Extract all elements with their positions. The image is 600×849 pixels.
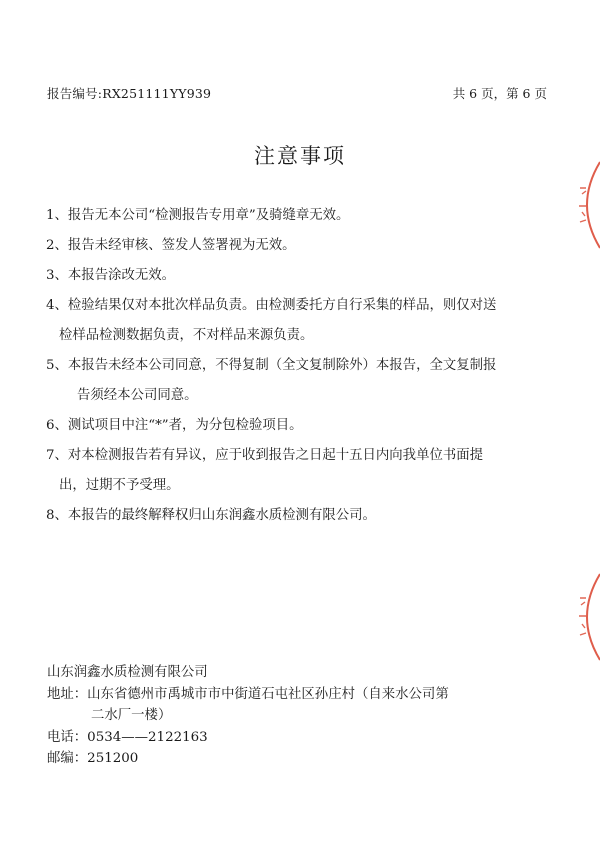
note-item xyxy=(46,201,566,231)
company-name: 山东润鑫水质检测有限公司 xyxy=(47,665,208,680)
note-item xyxy=(46,291,566,351)
note-number: 6、 xyxy=(46,418,68,433)
note-text: 本报告的最终解释权归山东润鑫水质检测有限公司。 xyxy=(67,508,376,523)
note-text: 测试项目中注“*”者，为分包检验项目。 xyxy=(67,418,303,433)
notes-list xyxy=(46,201,566,531)
note-number: 7、 xyxy=(46,448,68,463)
note-item xyxy=(46,411,566,441)
seal-fragment-top xyxy=(566,160,600,250)
report-number: 报告编号:RX251111YY939 xyxy=(47,86,212,101)
company-address: 地址：山东省德州市禹城市市中街道石屯社区孙庄村（自来水公司第 二水厂一楼） xyxy=(47,686,449,723)
company-phone: 电话：0534——2122163 xyxy=(47,729,208,745)
note-text: 对本检测报告若有异议，应于收到报告之日起十五日内向我单位书面提 xyxy=(67,448,484,463)
note-text: 报告未经审核、签发人签署视为无效。 xyxy=(67,238,296,253)
note-text: 报告无本公司“检测报告专用章”及骑缝章无效。 xyxy=(67,208,350,223)
note-text-continued: 告须经本公司同意。 xyxy=(77,388,198,403)
note-text: 本报告涂改无效。 xyxy=(67,268,176,283)
note-text: 本报告未经本公司同意，不得复制（全文复制除外）本报告，全文复制报 xyxy=(67,358,497,373)
company-postcode: 邮编：251200 xyxy=(47,751,139,766)
page-info: 共 6 页，第 6 页 xyxy=(452,86,547,101)
note-number: 1、 xyxy=(46,208,68,223)
company-info xyxy=(47,662,567,770)
note-text-continued: 检样品检测数据负责，不对样品来源负责。 xyxy=(59,328,314,343)
note-number: 8、 xyxy=(46,508,68,523)
note-item xyxy=(46,441,566,501)
note-item xyxy=(46,261,566,291)
note-text-continued: 出，过期不予受理。 xyxy=(59,478,180,493)
page-title: 注意事项 xyxy=(254,144,346,168)
note-item xyxy=(46,351,566,411)
note-item xyxy=(46,501,566,531)
seal-fragment-bottom xyxy=(566,572,600,662)
note-number: 2、 xyxy=(46,238,68,253)
note-text: 检验结果仅对本批次样品负责。由检测委托方自行采集的样品，则仅对送 xyxy=(67,298,497,313)
note-item xyxy=(46,231,566,261)
note-number: 4、 xyxy=(46,298,68,313)
note-number: 5、 xyxy=(46,358,68,373)
note-number: 3、 xyxy=(46,268,68,283)
